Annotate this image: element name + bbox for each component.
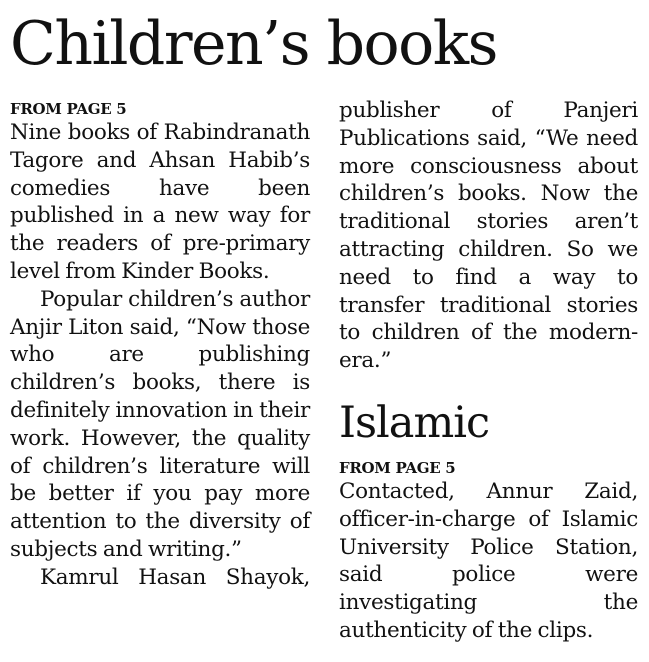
story-headline-islamic: Islamic: [339, 398, 490, 448]
continuation-kicker: FROM PAGE 5: [10, 100, 127, 118]
story-paragraph: publisher of Panjeri Publications said, “We need more consciousness about children’s books. Now the traditional stories aren’t attracting children. So we need to find a way to transfer traditional stories to children of the modern-era.”: [339, 98, 638, 374]
story-paragraph: Nine books of Rabindranath Tagore and Ahsan Habib’s comedies have been published in a new way for the readers of pre-primary level from Kinder Books.: [10, 120, 310, 284]
continuation-kicker: FROM PAGE 5: [339, 459, 456, 477]
story-column-right: [339, 97, 638, 375]
story-paragraph: Kamrul Hasan Shayok,: [40, 564, 310, 590]
story-headline-childrens-books: Children’s books: [10, 9, 497, 79]
story-paragraph: Contacted, Annur Zaid, officer-in-charge of Islamic University Police Station, said police were investigating the authenticity of the clips.: [339, 479, 638, 643]
story-paragraph: Popular children’s author Anjir Liton said, “Now those who are publishing children’s books, there is definitely innovation in their work. However, the quality of children’s literature will be better if you pay more attention to the diversity of subjects and writing.”: [10, 286, 310, 562]
story-column-islamic: [339, 458, 638, 645]
story-column-left: [10, 99, 310, 592]
